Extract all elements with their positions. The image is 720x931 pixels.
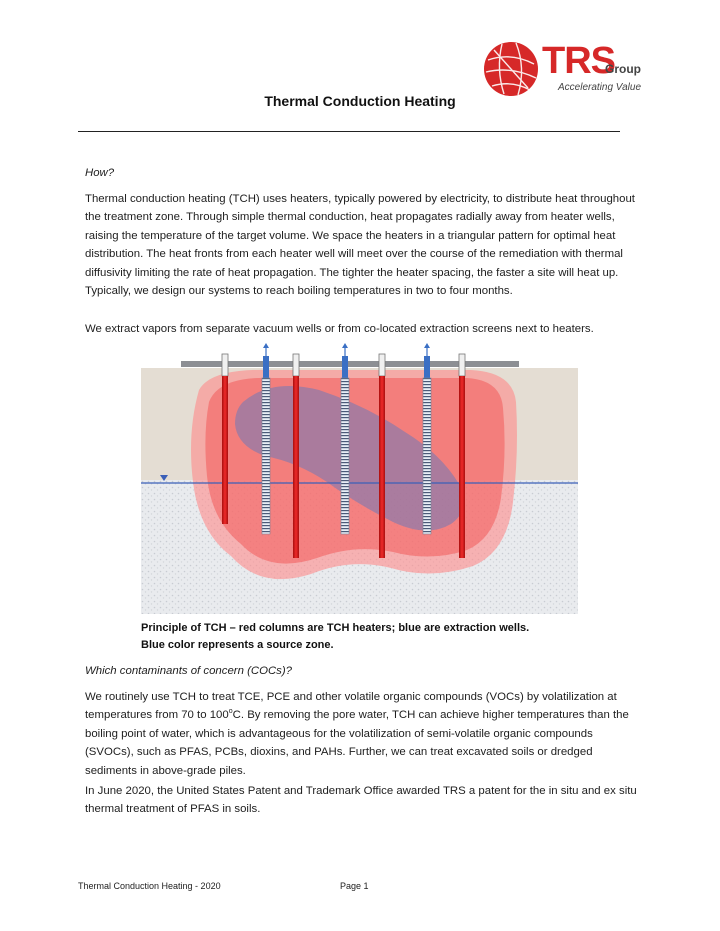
- logo-brand-text: TRS: [542, 40, 615, 82]
- cocs-text-end: C. By removing the pore water, TCH can achieve higher temperatures than the boiling point of water, which is advantageous for the volatilization of semi-volatile organic compounds (SVOCs), such as PFAS, PCBs, dioxins, and PAHs. Further, we can treat excavated soils or dredged sediments in above-grade piles.: [85, 709, 629, 777]
- globe-logo-icon: [482, 40, 540, 98]
- figure-caption-line-2: Blue color represents a source zone.: [141, 639, 334, 651]
- heater-well-1: [222, 376, 228, 524]
- extraction-well-2: [341, 378, 349, 534]
- arrow-up-icon: [342, 343, 348, 348]
- tch-principle-diagram: [141, 342, 578, 614]
- heater-well-4: [459, 376, 465, 558]
- how-paragraph: Thermal conduction heating (TCH) uses heaters, typically powered by electricity, to distribute heat throughout the treatment zone. Through simple thermal conduction, heat propagates radially away from heater wells, raising the temperature of the target volume. We space the heaters in a triangular pattern for optimal heat distribution. The heat fronts from each heater well will meet over the course of the remediation with thermal diffusivity limiting the rate of heat propagation. The tighter the heater spacing, the faster a site will heat up. Typically, we design our systems to reach boiling temperatures in two to four months.: [85, 193, 635, 298]
- arrow-up-icon: [263, 343, 269, 348]
- arrow-up-icon: [424, 343, 430, 348]
- how-heading: How?: [85, 167, 115, 179]
- logo-group-text: Group: [605, 62, 641, 76]
- footer-page-number: Page 1: [340, 881, 369, 891]
- patent-paragraph: In June 2020, the United States Patent and Trademark Office awarded TRS a patent for the in situ and ex situ thermal treatment of PFAS in soils.: [85, 785, 637, 816]
- degree-superscript: o: [228, 708, 233, 716]
- logo-tagline: Accelerating Value: [558, 82, 642, 93]
- heater-well-3: [379, 376, 385, 558]
- footer-document-title: Thermal Conduction Heating - 2020: [78, 881, 221, 891]
- cocs-paragraph: [85, 688, 637, 780]
- extraction-well-3: [423, 378, 431, 534]
- cocs-text-start: We routinely use TCH to treat TCE, PCE and other volatile organic compounds (VOCs) by volatilization at temperatures from 70 to 100: [85, 691, 617, 722]
- page-title: Thermal Conduction Heating: [264, 93, 456, 109]
- extraction-paragraph: We extract vapors from separate vacuum wells or from co-located extraction screens next to heaters.: [85, 323, 594, 335]
- figure-caption-line-1: Principle of TCH – red columns are TCH heaters; blue are extraction wells.: [141, 622, 530, 634]
- surface-cover: [181, 361, 519, 367]
- extraction-well-1: [262, 378, 270, 534]
- heater-well-2: [293, 376, 299, 558]
- title-divider: [78, 131, 620, 132]
- cocs-heading: Which contaminants of concern (COCs)?: [85, 665, 293, 677]
